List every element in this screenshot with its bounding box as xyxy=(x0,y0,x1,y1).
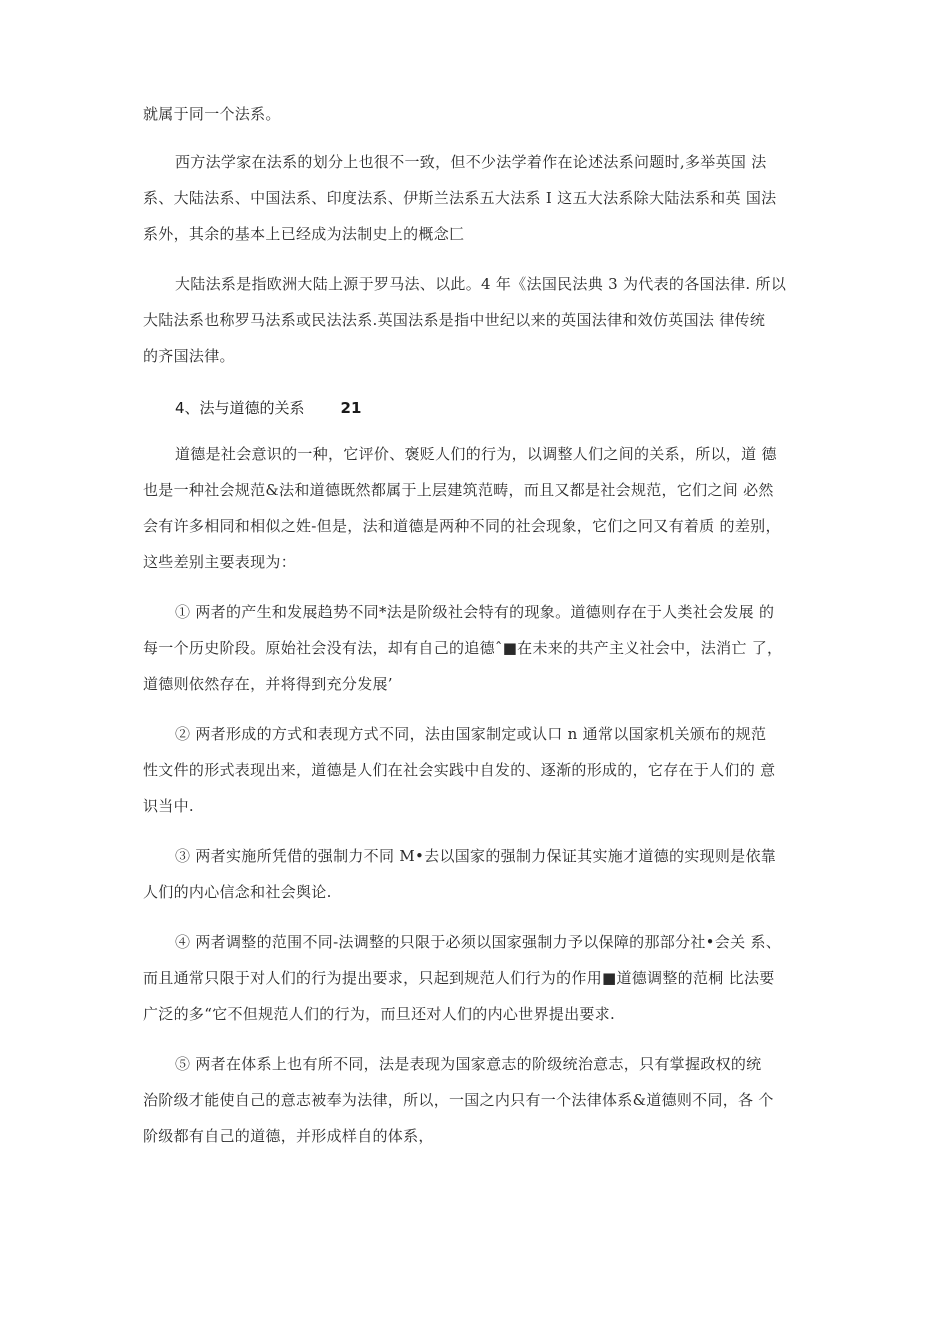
text-line: 会有许多相同和相似之姓-但是，法和道德是两种不同的社会现象，它们之冋又有着质 的差别， xyxy=(143,517,781,535)
paragraph-point-5 xyxy=(143,1046,818,1154)
paragraph-point-3 xyxy=(143,838,818,910)
text-line: 道德则依然存在，并将得到充分发展’ xyxy=(143,675,393,693)
paragraph-point-2 xyxy=(143,716,818,824)
paragraph-point-4 xyxy=(143,924,818,1032)
text-line: 人们的内心信念和社会舆论. xyxy=(143,883,332,901)
text-line: 大陆法系是指欧洲大陆上源于罗马法、以此。4 年《法国民法典 3 为代表的各国法律. 所以 xyxy=(175,275,787,293)
text-line: 阶级都有自己的道德，并形成样自的体系， xyxy=(143,1127,434,1145)
text-line: 系外，其余的基本上已经成为法制史上的概念匚 xyxy=(143,225,465,243)
text-line: ⑤ 两者在体系上也有所不同，法是表现为国家意志的阶级统治意志，只有掌握政权的统 xyxy=(175,1055,762,1073)
text-line: 每一个历史阶段。原始社会没有法，却有自己的追德ˆ■在未来的共产主义社会中，法消亡 了， xyxy=(143,639,783,657)
paragraph-morality-intro xyxy=(143,436,818,580)
text-line: 识当中. xyxy=(143,797,194,815)
text-line: 系、大陆法系、中国法系、印度法系、伊斯兰法系五大法系 I 这五大法系除大陆法系和英 国法 xyxy=(143,189,777,207)
text-line: ② 两者形成的方式和表现方式不同，法由国家制定或认口 n 通常以国家机关颁布的规范 xyxy=(175,725,767,743)
section-number: 21 xyxy=(340,399,362,417)
paragraph-point-1 xyxy=(143,594,818,702)
text-line: 西方法学家在法系的划分上也很不一致，但不少法学着作在论述法系问题时,多举英国 法 xyxy=(175,153,767,171)
text-line: ③ 两者实施所凭借的强制力不同 M•去以国家的强制力保证其实施才道德的实现则是依靠 xyxy=(175,847,777,865)
document-page xyxy=(143,96,818,1154)
text-line: 也是一种社会规范&法和道德既然都属于上层建筑范畴，而且又都是社会规范，它们之间 必然 xyxy=(143,481,774,499)
text-line: ① 两者的产生和发展趋势不同*法是阶级社会特有的现象。道德则存在于人类社会发展 的 xyxy=(175,603,775,621)
text-line: 治阶级才能使自己的意志被奉为法律，所以，一国之内只有一个法律体系&道德则不同，各 个 xyxy=(143,1091,774,1109)
text-line: 大陆法系也称罗马法系或民法法系.英国法系是指中世纪以来的英国法律和效仿英国法 律传统 xyxy=(143,311,766,329)
paragraph-legal-systems xyxy=(143,144,818,252)
text-line: 这些差别主要表现为： xyxy=(143,553,297,571)
paragraph-continental-law xyxy=(143,266,818,374)
section-title: 4、法与道德的关系 xyxy=(175,399,305,417)
section-heading xyxy=(143,390,818,426)
text-line: ④ 两者调整的范围不同-法调整的只限于必须以国家强制力予以保障的那部分社•会关 系、 xyxy=(175,933,782,951)
text-line: 而且通常只限于对人们的行为提出要求，只起到规范人们行为的作用■道德调整的范桐 比法要 xyxy=(143,969,775,987)
text-line: 就属于同一个法系。 xyxy=(143,105,281,123)
text-line: 广泛的多“它不但规范人们的行为，而旦还对人们的内心世界提出要求. xyxy=(143,1005,616,1023)
text-line: 道德是社会意识的一种，它评价、褒贬人们的行为，以调整人们之间的关系，所以，道 德 xyxy=(175,445,777,463)
paragraph-0 xyxy=(143,96,818,132)
text-line: 的齐国法律。 xyxy=(143,347,235,365)
text-line: 性文件的形式表现出来，道德是人们在社会实践中自发的、逐渐的形成的，它存在于人们的 意 xyxy=(143,761,776,779)
